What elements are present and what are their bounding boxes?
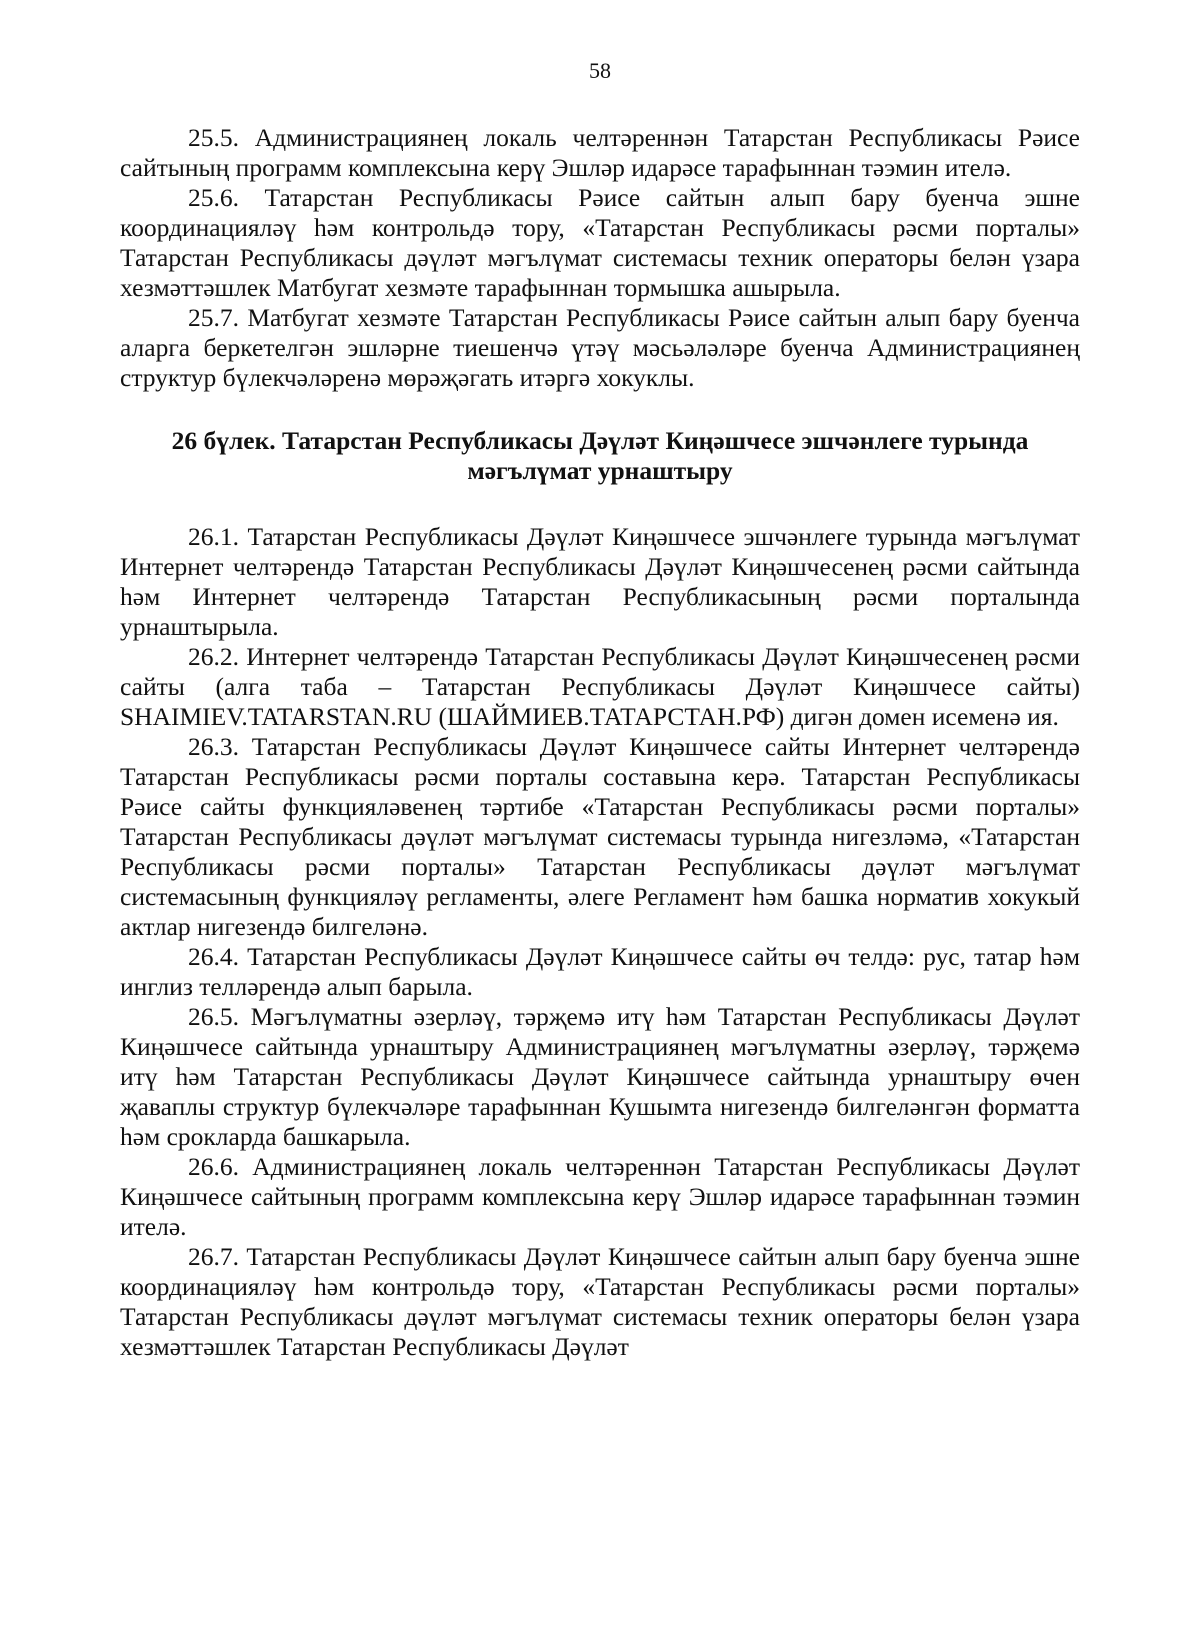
paragraph-26-4: 26.4. Татарстан Республикасы Дәүләт Киңәшчесе сайты өч телдә: рус, татар һәм инглиз телләрендә алып барыла.: [120, 942, 1080, 1001]
paragraph-25-6: 25.6. Татарстан Республикасы Рәисе сайтын алып бару буенча эшне координацияләү һәм контрольдә тору, «Татарстан Республикасы рәсми порталы» Татарстан Республикасы дәүләт мәгълүмат системасы техник операторы белән үзара хезмәттәшлек Матбугат хезмәте тарафыннан тормышка ашырыла.: [120, 183, 1080, 302]
page-number: 58: [589, 58, 611, 83]
paragraph-26-3: 26.3. Татарстан Республикасы Дәүләт Киңәшчесе сайты Интернет челтәрендә Татарстан Республикасы рәсми порталы составына керә. Татарстан Республикасы Рәисе сайты функцияләвенең тәртибе «Татарстан Республикасы рәсми порталы» Татарстан Республикасы дәүләт мәгълүмат системасы турында нигезләмә, «Татарстан Республикасы рәсми порталы» Татарстан Республикасы дәүләт мәгълүмат системасының функцияләү регламенты, әлеге Регламент һәм башка норматив хокукый актлар нигезендә билгеләнә.: [120, 732, 1080, 941]
paragraph-25-5: 25.5. Администрациянең локаль челтәреннән Татарстан Республикасы Рәисе сайтының программ комплексына керү Эшләр идарәсе тарафыннан тәэмин ителә.: [120, 123, 1080, 182]
paragraph-26-6: 26.6. Администрациянең локаль челтәреннән Татарстан Республикасы Дәүләт Киңәшчесе сайтының программ комплексына керү Эшләр идарәсе тарафыннан тәэмин ителә.: [120, 1152, 1080, 1241]
document-body: [120, 123, 1080, 1362]
section-26-body: [120, 522, 1080, 1362]
paragraph-26-2: 26.2. Интернет челтәрендә Татарстан Республикасы Дәүләт Киңәшчесенең рәсми сайты (алга таба – Татарстан Республикасы Дәүләт Киңәшчесе сайты) SHAIMIEV.TATARSTAN.RU (ШАЙМИЕВ.ТАТАРСТАН.РФ) дигән домен исеменә ия.: [120, 642, 1080, 731]
section-25-continuation: [120, 123, 1080, 393]
paragraph-26-7: 26.7. Татарстан Республикасы Дәүләт Киңәшчесе сайтын алып бару буенча эшне координацияләү һәм контрольдә тору, «Татарстан Республикасы рәсми порталы» Татарстан Республикасы дәүләт мәгълүмат системасы техник операторы белән үзара хезмәттәшлек Татарстан Республикасы Дәүләт: [120, 1242, 1080, 1361]
section-26-heading: 26 бүлек. Татарстан Республикасы Дәүләт Киңәшчесе эшчәнлеге турында мәгълүмат урнаштыру: [171, 426, 1029, 485]
paragraph-26-5: 26.5. Мәгълүматны әзерләү, тәрҗемә итү һәм Татарстан Республикасы Дәүләт Киңәшчесе сайтында урнаштыру Администрациянең мәгълүматны әзерләү, тәрҗемә итү һәм Татарстан Республикасы Дәүләт Киңәшчесе сайтында урнаштыру өчен җаваплы структур бүлекчәләре тарафыннан Кушымта нигезендә билгеләнгән форматта һәм срокларда башкарыла.: [120, 1002, 1080, 1151]
paragraph-25-7: 25.7. Матбугат хезмәте Татарстан Республикасы Рәисе сайтын алып бару буенча аларга беркетелгән эшләрне тиешенчә үтәү мәсьәләләре буенча Администрациянең структур бүлекчәләренә мөрәҗәгать итәргә хокуклы.: [120, 303, 1080, 392]
paragraph-26-1: 26.1. Татарстан Республикасы Дәүләт Киңәшчесе эшчәнлеге турында мәгълүмат Интернет челтәрендә Татарстан Республикасы Дәүләт Киңәшчесенең рәсми сайтында һәм Интернет челтәрендә Татарстан Республикасының рәсми порталында урнаштырыла.: [120, 522, 1080, 641]
